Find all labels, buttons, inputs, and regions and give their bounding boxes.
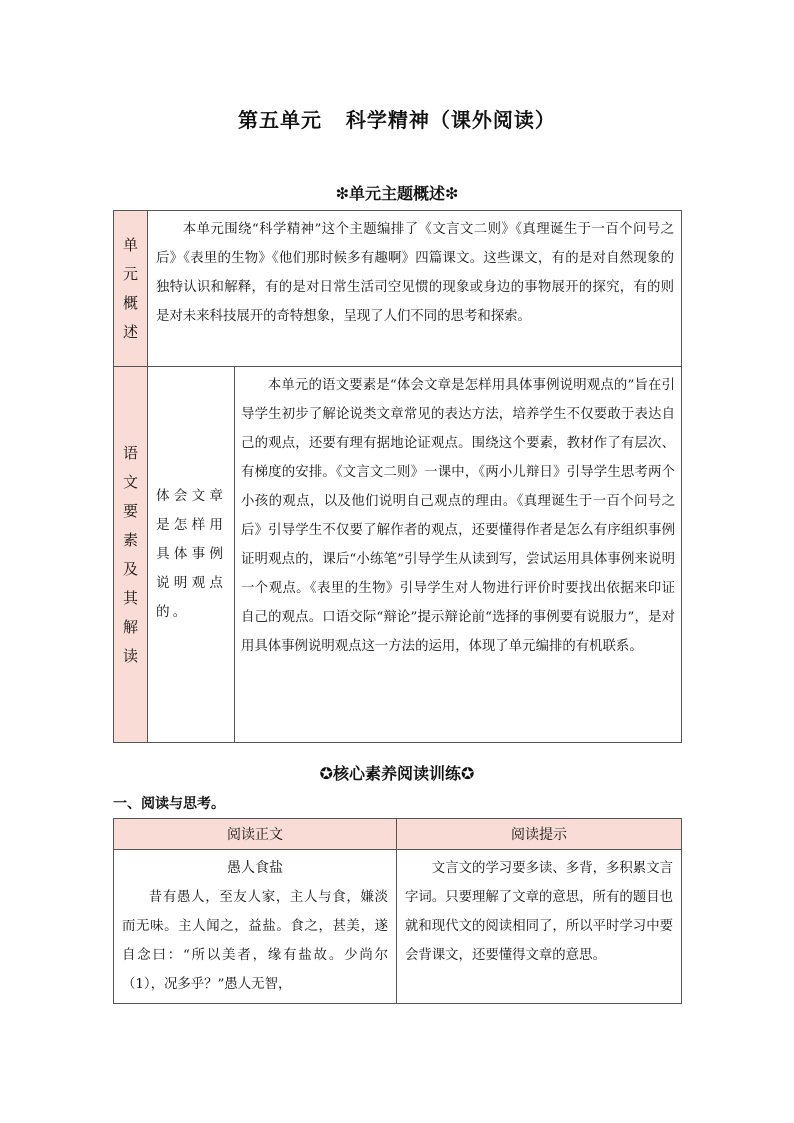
overview-label-char: 述 bbox=[122, 322, 138, 341]
elements-label-char: 要 bbox=[122, 501, 138, 520]
overview-row bbox=[114, 211, 682, 367]
elements-label-char: 及 bbox=[122, 559, 138, 578]
page-title: 第五单元 科学精神（课外阅读） bbox=[238, 108, 556, 132]
overview-label bbox=[114, 211, 148, 367]
reading-header-row bbox=[114, 819, 682, 850]
elements-label-char: 素 bbox=[122, 530, 138, 549]
overview-text bbox=[148, 211, 682, 367]
col-header-tips: 阅读提示 bbox=[397, 819, 682, 850]
elements-label-char: 读 bbox=[122, 646, 138, 665]
passage-title: 愚人食盐 bbox=[227, 860, 283, 876]
section-heading-training: ✪核心素养阅读训练✪ bbox=[319, 764, 475, 783]
overview-paragraph: 本单元围绕“科学精神”这个主题编排了《文言文二则》《真理诞生于一百个问号之后》《表里的生物》《他们那时候多有趣啊》四篇课文。这些课文，有的是对自然现象的独特认识和解释，有的是对日常生活司空见惯的现象或身边的事物展开的探究，有的则是对未来科技展开的奇特想象，呈现了人们不同的思考和探索。 bbox=[156, 222, 675, 324]
unit-overview-table bbox=[113, 210, 682, 743]
overview-label-char: 元 bbox=[122, 264, 138, 283]
section-heading-overview: ❇单元主题概述❇ bbox=[335, 184, 459, 203]
reading-content-row bbox=[114, 850, 682, 1004]
part-one-heading: 一、阅读与思考。 bbox=[113, 796, 225, 812]
elements-label bbox=[114, 367, 148, 743]
overview-label-char: 概 bbox=[122, 293, 138, 312]
elements-label-char: 解 bbox=[122, 617, 138, 636]
elements-label-char: 其 bbox=[122, 588, 138, 607]
elements-paragraph: 本单元的语文要素是“体会文章是怎样用具体事例说明观点的”旨在引导学生初步了解论说类文章常见的表达方法，培养学生不仅要敢于表达自己的观点，还要有理有据地论证观点。围绕这个要素，教材作了有层次、有梯度的安排。《文言文二则》一课中，《两小儿辩日》引导学生思考两个小孩的观点，以及他们说明自己观点的理由。《真理诞生于一百个问号之后》引导学生不仅要了解作者的观点，还要懂得作者是怎么有序组织事例证明观点的，课后“小练笔”引导学生从读到写，尝试运用具体事例来说明一个观点。《表里的生物》引导学生对人物进行评价时要找出依据来印证自己的观点。口语交际“辩论”提示辩论前“选择的事例要有说服力”，是对用具体事例说明观点这一方法的运用，体现了单元编排的有机联系。 bbox=[241, 378, 676, 654]
elements-text bbox=[235, 367, 682, 743]
overview-label-char: 单 bbox=[122, 235, 138, 254]
elements-label-char: 语 bbox=[122, 443, 138, 462]
tip-cell bbox=[397, 850, 682, 1004]
elements-row bbox=[114, 367, 682, 743]
tip-text: 文言文的学习要多读、多背，多积累文言字词。只要理解了文章的意思，所有的题目也就和现代文的阅读相同了，所以平时学习中要会背课文，还要懂得文章的意思。 bbox=[405, 861, 673, 963]
passage-cell bbox=[114, 850, 397, 1004]
elements-summary: 体会文章是怎样用具体事例说明观点的。 bbox=[148, 367, 235, 743]
passage-text: 昔有愚人，至友人家，主人与食，嫌淡而无味。主人闻之，益盐。食之，甚美，遂自念曰：“所以美者，缘有盐故。少尚尔（1），况多乎？”愚人无智， bbox=[122, 890, 388, 992]
elements-label-char: 文 bbox=[122, 472, 138, 491]
reading-table bbox=[113, 818, 682, 1004]
col-header-passage: 阅读正文 bbox=[114, 819, 397, 850]
